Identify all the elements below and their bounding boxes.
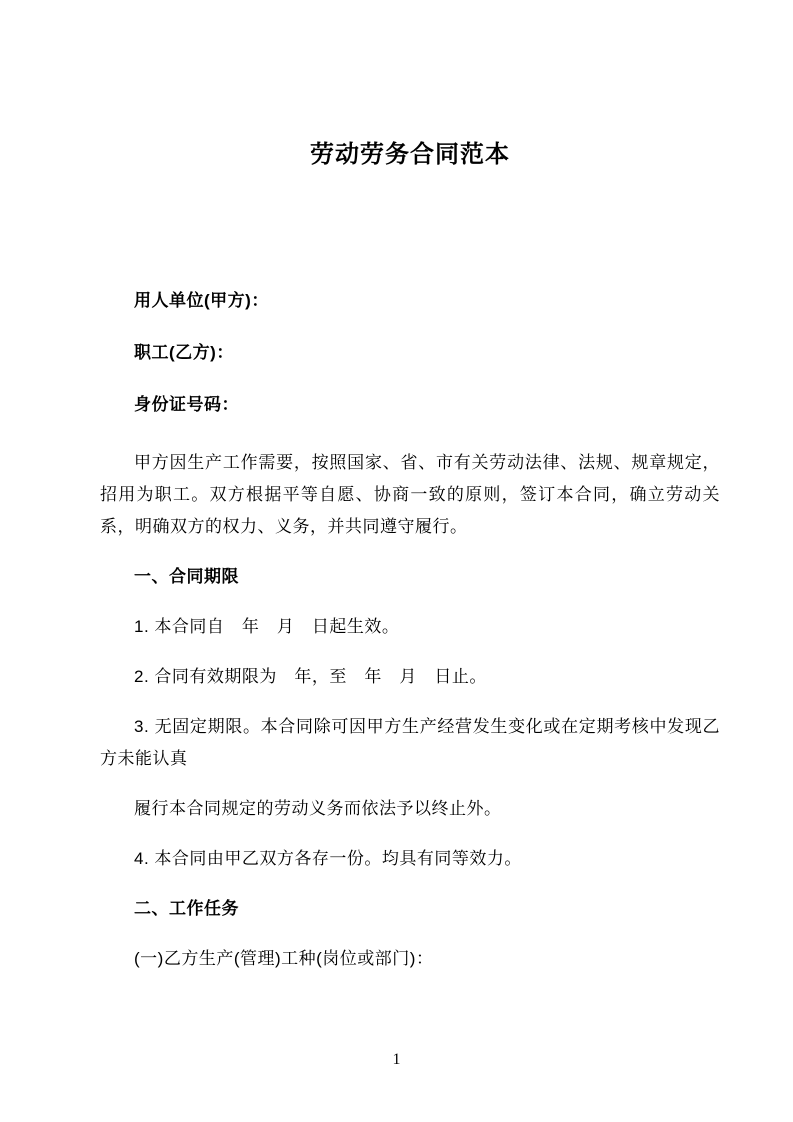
clause-1-1: 1. 本合同自 年 月 日起生效。 [134, 617, 400, 636]
party-a-label: 用人单位(甲方)： [134, 291, 269, 310]
id-number-label: 身份证号码： [134, 395, 239, 414]
section-2-heading: 二、工作任务 [134, 899, 239, 918]
clause-1-2: 2. 合同有效期限为 年，至 年 月 日止。 [134, 667, 487, 686]
party-b-label: 职工(乙方)： [134, 343, 234, 362]
document-body [100, 0, 720, 975]
clause-1-3-continued: 履行本合同规定的劳动义务而依法予以终止外。 [134, 799, 502, 818]
clause-1-4: 4. 本合同由甲乙双方各存一份。均具有同等效力。 [134, 849, 522, 868]
page-number: 1 [392, 1051, 401, 1068]
clause-2-1: (一)乙方生产(管理)工种(岗位或部门)： [134, 949, 434, 968]
section-1-heading: 一、合同期限 [134, 567, 239, 586]
clause-1-3: 3. 无固定期限。本合同除可因甲方生产经营发生变化或在定期考核中发现乙方未能认真 [100, 717, 720, 768]
contract-title: 劳动劳务合同范本 [310, 141, 510, 168]
intro-paragraph: 甲方因生产工作需要，按照国家、省、市有关劳动法律、法规、规章规定，招用为职工。双方根据平等自愿、协商一致的原则，签订本合同，确立劳动关系，明确双方的权力、义务，并共同遵守履行。 [100, 453, 720, 536]
